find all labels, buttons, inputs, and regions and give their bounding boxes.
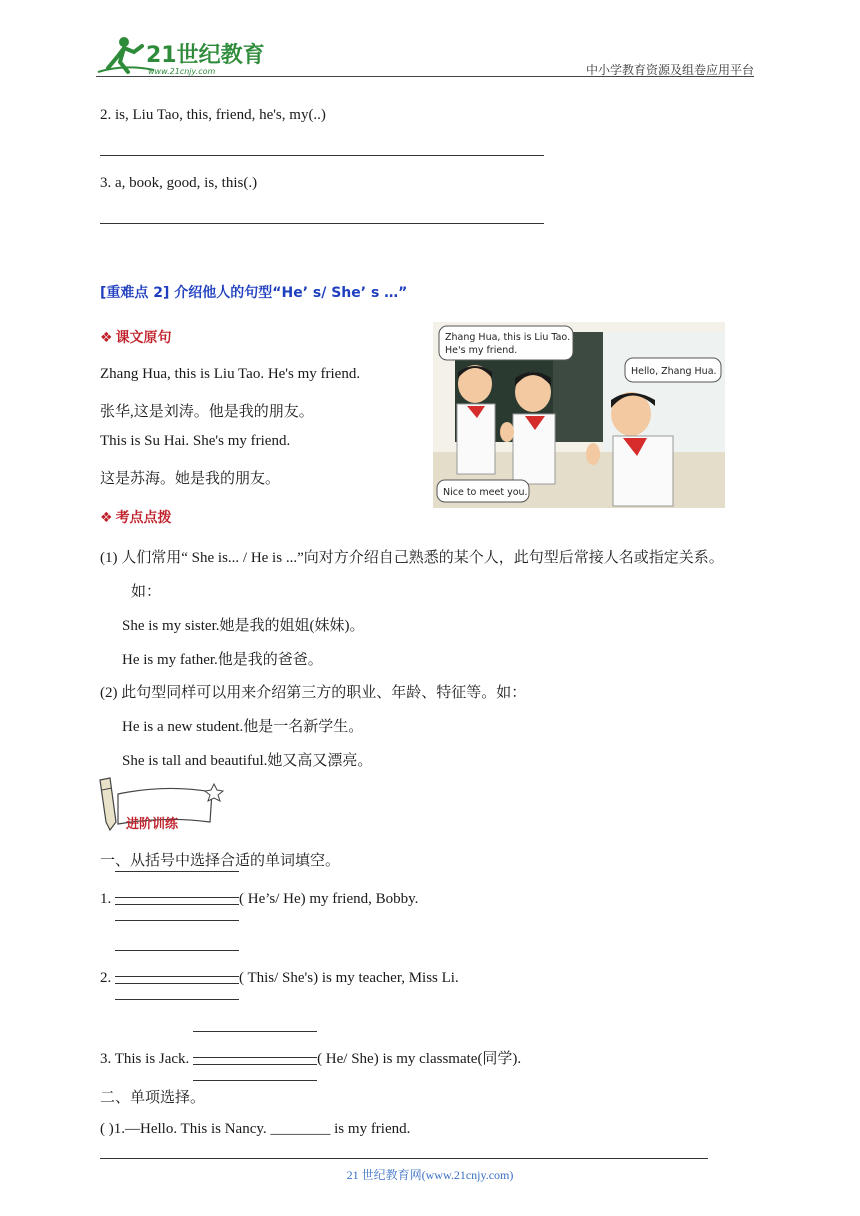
original-line: 张华,这是刘涛。他是我的朋友。 [100,404,314,420]
footer-divider [100,1158,708,1159]
question-2: 2. ( This/ She's) is my teacher, Miss Li. [100,968,459,987]
answer-line[interactable] [100,155,544,156]
header-divider [96,76,754,77]
speech-bubble-text: Hello, Zhang Hua. [631,366,717,377]
part1-title: 一、从括号中选择合适的单词填空。 [100,853,341,869]
original-heading: ❖ 课文原句 [100,330,172,346]
fill-blank[interactable] [115,889,239,903]
point-example: He is my father.他是我的爸爸。 [122,652,323,668]
speech-bubble-text: He's my friend. [445,345,518,356]
practice-badge [96,776,226,832]
speech-bubble-text: Zhang Hua, this is Liu Tao. [445,332,571,343]
footer-text[interactable]: 21 世纪教育网(www.21cnjy.com) [346,1168,514,1182]
site-logo [94,34,264,78]
question-3: 3. This is Jack. ( He/ She) is my classmate(同学). [100,1047,521,1068]
diamond-icon: ❖ [100,330,113,346]
original-line: Zhang Hua, this is Liu Tao. He's my friend. [100,366,361,382]
header-platform-text: 中小学教育资源及组卷应用平台 [585,63,754,77]
pencil-icon [100,778,116,830]
logo-url: www.21cnjy.com [148,67,216,76]
speech-bubble-text: Nice to meet you. [443,487,528,498]
part2-title: 二、单项选择。 [100,1090,206,1106]
boy-figure [457,365,495,474]
choice-question-1: ( )1.—Hello. This is Nancy. ________ is my friend. [100,1121,411,1137]
exercise-item-3: 3. a, book, good, is, this(.) [100,175,258,191]
exercise-item-2: 2. is, Liu Tao, this, friend, he's, my(..) [100,107,326,123]
section-title: [重难点 2] 介绍他人的句型“He’ s/ She’ s …” [100,285,408,301]
point-1: (1) 人们常用“ She is... / He is ...”向对方介绍自己熟悉的某个人，此句型后常接人名或指定关系。 [100,550,724,566]
point-1-cont: 如： [131,584,162,600]
diamond-icon: ❖ [100,510,113,526]
badge-text: 进阶训练 [126,817,179,832]
point-2: (2) 此句型同样可以用来介绍第三方的职业、年龄、特征等。如： [100,685,527,701]
point-example: She is my sister.她是我的姐姐(妹妹)。 [122,618,365,634]
textbook-illustration [433,322,725,508]
point-example: She is tall and beautiful.她又高又漂亮。 [122,753,373,769]
fill-blank[interactable] [193,1049,317,1063]
answer-line[interactable] [100,223,544,224]
fill-blank[interactable] [115,968,239,982]
original-line: This is Su Hai. She's my friend. [100,433,291,449]
point-example: He is a new student.他是一名新学生。 [122,719,364,735]
points-heading: ❖ 考点点拨 [100,510,172,526]
question-1: 1. ( He’s/ He) my friend, Bobby. [100,889,418,908]
logo-text: 21世纪教育 [146,43,264,68]
original-line: 这是苏海。她是我的朋友。 [100,471,281,487]
